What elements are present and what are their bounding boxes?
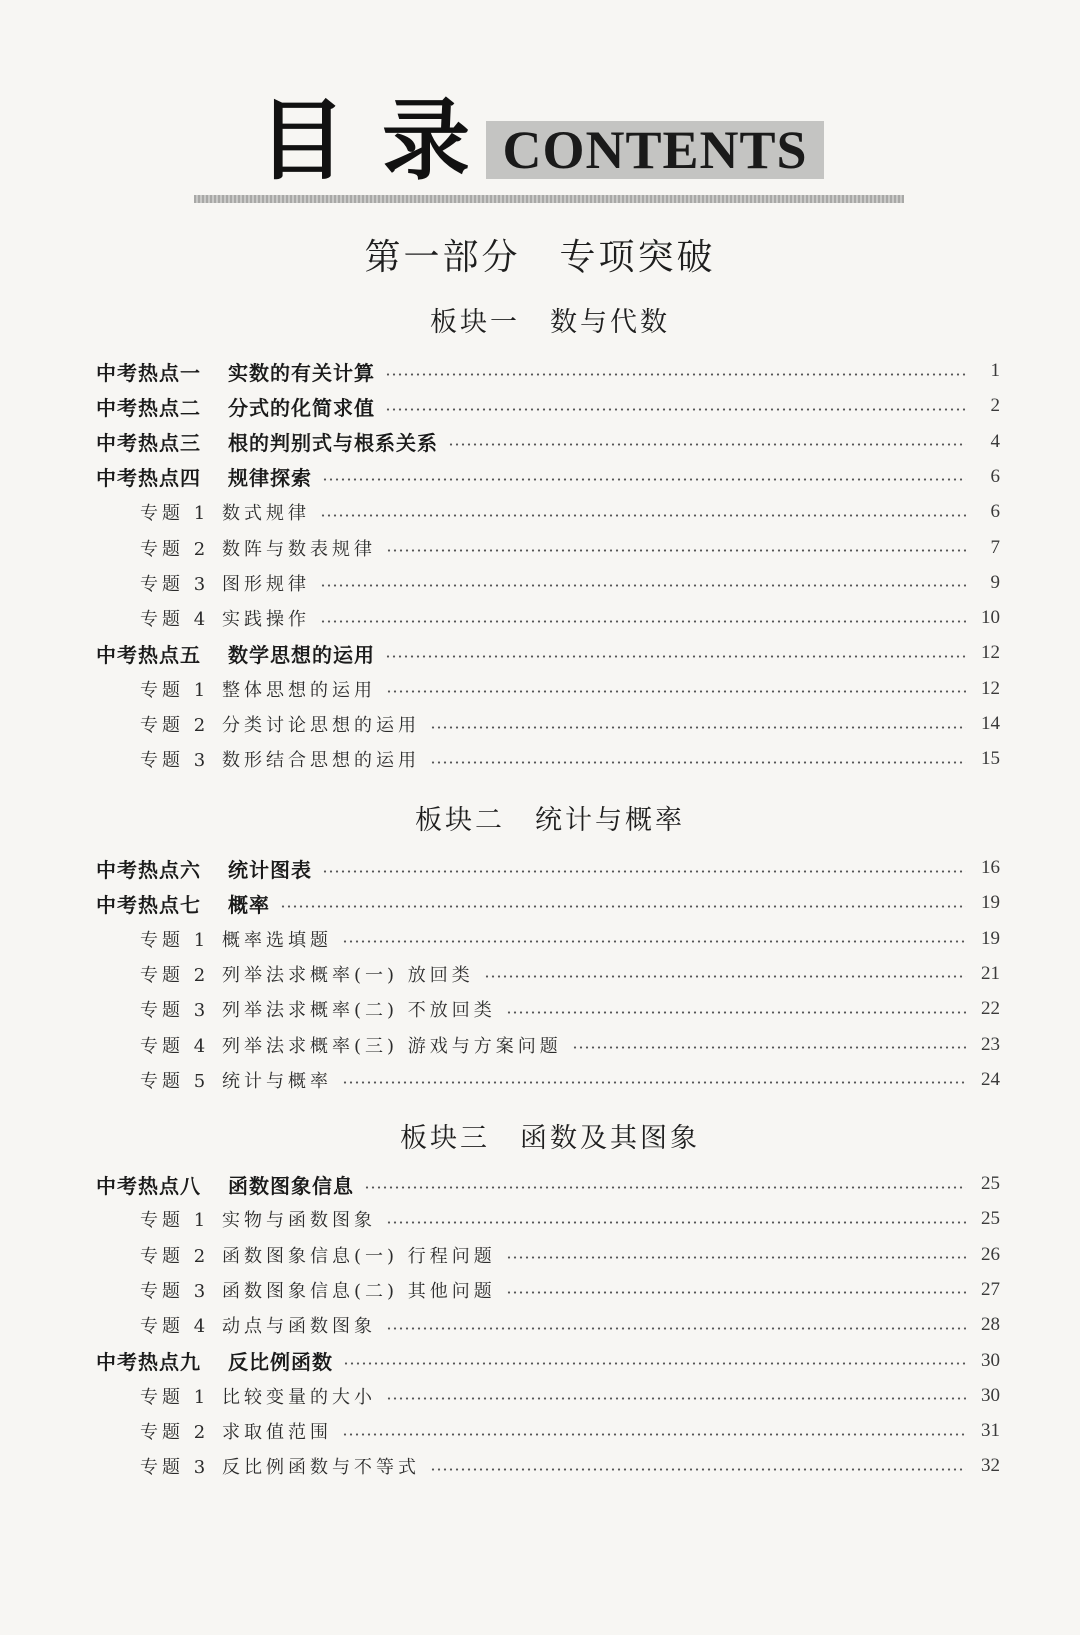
entry-label — [140, 926, 332, 952]
dot-leader — [572, 1046, 966, 1049]
entry-title: 函数图象信息 — [228, 1173, 354, 1198]
entry-prefix: 中考热点一 — [96, 360, 201, 385]
dot-leader — [322, 870, 966, 873]
page-number: 23 — [981, 1033, 1000, 1055]
entry-prefix: 专题 3 — [140, 573, 210, 595]
entry-label — [96, 1170, 354, 1199]
page-number: 12 — [981, 642, 1000, 664]
entry-label — [96, 392, 375, 421]
dot-leader — [280, 905, 966, 908]
entry-title: 动点与函数图象 — [222, 1316, 376, 1338]
entry-prefix: 专题 2 — [140, 1422, 210, 1444]
entry-title: 比较变量的大小 — [222, 1386, 376, 1408]
entry-prefix: 专题 4 — [140, 1316, 210, 1338]
entry-prefix: 专题 3 — [140, 1000, 210, 1022]
dot-leader — [342, 1081, 966, 1084]
entry-title: 数式规律 — [222, 503, 310, 525]
entry-title: 函数图象信息(二) 其他问题 — [222, 1280, 496, 1302]
toc-topic-entry[interactable] — [140, 1381, 1000, 1411]
toc-topic-entry[interactable] — [140, 497, 1000, 527]
page-number: 30 — [981, 1384, 1000, 1406]
entry-label — [140, 605, 310, 631]
entry-prefix: 专题 2 — [140, 1245, 210, 1267]
toc-topic-entry[interactable] — [140, 603, 1000, 633]
page-number: 30 — [981, 1349, 1000, 1371]
toc-topic-entry[interactable] — [140, 1275, 1000, 1305]
page-number: 19 — [981, 927, 1000, 949]
dot-leader — [385, 373, 966, 376]
toc-topic-entry[interactable] — [140, 709, 1000, 739]
entry-label — [140, 1032, 562, 1058]
page-number: 9 — [990, 571, 1000, 593]
entry-prefix: 中考热点八 — [96, 1173, 201, 1198]
entry-title: 列举法求概率(三) 游戏与方案问题 — [222, 1035, 562, 1057]
dot-leader — [430, 1468, 966, 1471]
page-number: 2 — [990, 395, 1000, 417]
toc-hotspot-entry[interactable] — [96, 888, 1000, 918]
block-title: 板块一 数与代数 — [430, 307, 670, 338]
entry-title: 实数的有关计算 — [228, 360, 375, 385]
toc-topic-entry[interactable] — [140, 1416, 1000, 1446]
dot-leader — [322, 478, 966, 481]
entry-prefix: 中考热点九 — [96, 1350, 201, 1374]
entry-title: 实践操作 — [222, 609, 310, 631]
toc-topic-entry[interactable] — [140, 533, 1000, 563]
dot-leader — [506, 1011, 966, 1014]
dot-leader — [342, 1433, 966, 1436]
entry-prefix: 专题 4 — [140, 1035, 210, 1057]
entry-label — [96, 462, 312, 491]
page-number: 10 — [981, 607, 1000, 629]
entry-title: 函数图象信息(一) 行程问题 — [222, 1245, 496, 1267]
toc-topic-entry[interactable] — [140, 568, 1000, 598]
entry-prefix: 专题 2 — [140, 538, 210, 560]
toc-hotspot-entry[interactable] — [96, 462, 1000, 492]
entry-title: 数形结合思想的运用 — [222, 750, 420, 772]
entry-label — [140, 1383, 376, 1409]
entry-prefix: 专题 2 — [140, 964, 210, 986]
dot-leader — [386, 1221, 966, 1224]
entry-label — [96, 357, 375, 386]
toc-hotspot-entry[interactable] — [96, 427, 1000, 457]
mulu-heading-char-1: 目 — [258, 89, 347, 192]
dot-leader — [320, 514, 966, 517]
toc-hotspot-entry[interactable] — [96, 391, 1000, 421]
entry-prefix: 中考热点三 — [96, 431, 201, 456]
entry-prefix: 专题 1 — [140, 503, 210, 525]
entry-label — [140, 1312, 376, 1338]
entry-label — [140, 499, 310, 525]
entry-title: 数学思想的运用 — [228, 642, 375, 667]
page-number: 12 — [981, 677, 1000, 699]
page-number: 32 — [981, 1455, 1000, 1477]
contents-banner: CONTENTS — [486, 121, 824, 179]
toc-hotspot-entry[interactable] — [96, 356, 1000, 386]
entry-title: 分类讨论思想的运用 — [222, 715, 420, 736]
block-title: 板块三 函数及其图象 — [400, 1123, 700, 1154]
dot-leader — [320, 584, 966, 587]
dot-leader — [386, 690, 966, 693]
entry-label — [140, 676, 376, 702]
entry-prefix: 专题 1 — [140, 679, 210, 701]
dot-leader — [506, 1291, 966, 1294]
page-number: 27 — [981, 1278, 1000, 1300]
dot-leader — [385, 408, 966, 411]
entry-title: 整体思想的运用 — [222, 679, 376, 701]
entry-title: 列举法求概率(一) 放回类 — [222, 964, 474, 986]
entry-label — [140, 1453, 420, 1479]
dot-leader — [385, 655, 966, 658]
dot-leader — [386, 1327, 966, 1330]
entry-label — [140, 1277, 496, 1303]
page-number: 16 — [981, 857, 1000, 878]
entry-prefix: 专题 1 — [140, 1210, 210, 1232]
dot-leader — [484, 975, 966, 978]
toc-header — [0, 89, 1080, 205]
page-number: 26 — [981, 1243, 1000, 1265]
toc-topic-entry[interactable] — [140, 1065, 1000, 1095]
entry-prefix: 中考热点二 — [96, 395, 201, 420]
header-divider — [194, 195, 904, 203]
dot-leader — [386, 549, 966, 552]
page-number: 25 — [981, 1208, 1000, 1230]
dot-leader — [386, 1397, 966, 1400]
entry-label — [96, 1346, 333, 1375]
page-number: 21 — [981, 962, 1000, 984]
toc-hotspot-entry[interactable] — [96, 1346, 1000, 1376]
entry-label — [140, 961, 474, 987]
entry-title: 反比例函数 — [228, 1350, 333, 1374]
toc-topic-entry[interactable] — [140, 1030, 1000, 1060]
page-number: 4 — [990, 430, 1000, 452]
entry-prefix: 专题 3 — [140, 1457, 210, 1479]
entry-title: 概率 — [228, 892, 270, 917]
page-number: 7 — [990, 536, 1000, 558]
page-number: 6 — [990, 501, 1000, 523]
entry-prefix: 中考热点七 — [96, 892, 201, 917]
entry-prefix: 专题 2 — [140, 715, 210, 736]
page-number: 24 — [981, 1068, 1000, 1090]
dot-leader — [343, 1362, 966, 1365]
entry-label — [96, 854, 312, 883]
entry-prefix: 中考热点五 — [96, 642, 201, 667]
toc-topic-entry[interactable] — [140, 674, 1000, 704]
page-number: 25 — [981, 1173, 1000, 1194]
part-title: 第一部分 专项突破 — [364, 237, 716, 278]
toc-hotspot-entry[interactable] — [96, 853, 1000, 883]
page-number: 1 — [990, 360, 1000, 381]
entry-title: 反比例函数与不等式 — [222, 1457, 420, 1479]
entry-prefix: 专题 1 — [140, 1386, 210, 1408]
entry-title: 求取值范围 — [222, 1422, 332, 1444]
toc-hotspot-entry[interactable] — [96, 1169, 1000, 1199]
entry-title: 分式的化简求值 — [228, 395, 375, 420]
page-number: 22 — [981, 998, 1000, 1020]
dot-leader — [430, 726, 966, 729]
entry-prefix: 专题 3 — [140, 1280, 210, 1302]
dot-leader — [320, 620, 966, 623]
entry-title: 实物与函数图象 — [222, 1210, 376, 1232]
page-number: 28 — [981, 1314, 1000, 1336]
entry-title: 数阵与数表规律 — [222, 538, 376, 560]
toc-topic-entry[interactable] — [140, 994, 1000, 1024]
dot-leader — [430, 761, 966, 764]
entry-prefix: 中考热点四 — [96, 466, 201, 491]
entry-title: 列举法求概率(二) 不放回类 — [222, 1000, 496, 1022]
block-title: 板块二 统计与概率 — [415, 805, 685, 836]
entry-label — [140, 535, 376, 561]
entry-label — [140, 996, 496, 1022]
page-number: 6 — [990, 465, 1000, 487]
entry-label — [140, 570, 310, 596]
toc-topic-entry[interactable] — [140, 744, 1000, 774]
page-number: 15 — [981, 748, 1000, 770]
entry-label — [140, 1067, 332, 1093]
toc-topic-entry[interactable] — [140, 1240, 1000, 1270]
dot-leader — [364, 1186, 966, 1189]
entry-label — [96, 427, 438, 456]
entry-prefix: 专题 1 — [140, 929, 210, 951]
dot-leader — [448, 443, 966, 446]
page-number: 19 — [981, 892, 1000, 914]
entry-title: 规律探索 — [228, 466, 312, 491]
page-number: 31 — [981, 1420, 1000, 1442]
entry-prefix: 专题 3 — [140, 750, 210, 772]
entry-prefix: 专题 5 — [140, 1070, 210, 1092]
entry-label — [140, 1206, 376, 1232]
entry-title: 根的判别式与根系关系 — [228, 431, 438, 456]
toc-topic-entry[interactable] — [140, 1204, 1000, 1234]
entry-title: 图形规律 — [222, 573, 310, 595]
toc-topic-entry[interactable] — [140, 1451, 1000, 1481]
entry-label — [96, 639, 375, 668]
toc-topic-entry[interactable] — [140, 959, 1000, 989]
entry-title: 统计与概率 — [222, 1070, 332, 1092]
dot-leader — [342, 940, 966, 943]
dot-leader — [506, 1256, 966, 1259]
entry-label — [140, 746, 420, 772]
toc-hotspot-entry[interactable] — [96, 638, 1000, 668]
page-number: 14 — [981, 713, 1000, 734]
entry-label — [140, 1242, 496, 1268]
toc-topic-entry[interactable] — [140, 1310, 1000, 1340]
entry-label — [140, 711, 420, 737]
entry-label — [140, 1418, 332, 1444]
entry-prefix: 专题 4 — [140, 609, 210, 631]
entry-title: 概率选填题 — [222, 929, 332, 951]
mulu-heading-char-2: 录 — [382, 89, 471, 192]
entry-title: 统计图表 — [228, 857, 312, 882]
toc-topic-entry[interactable] — [140, 924, 1000, 954]
entry-prefix: 中考热点六 — [96, 857, 201, 882]
entry-label — [96, 889, 270, 918]
